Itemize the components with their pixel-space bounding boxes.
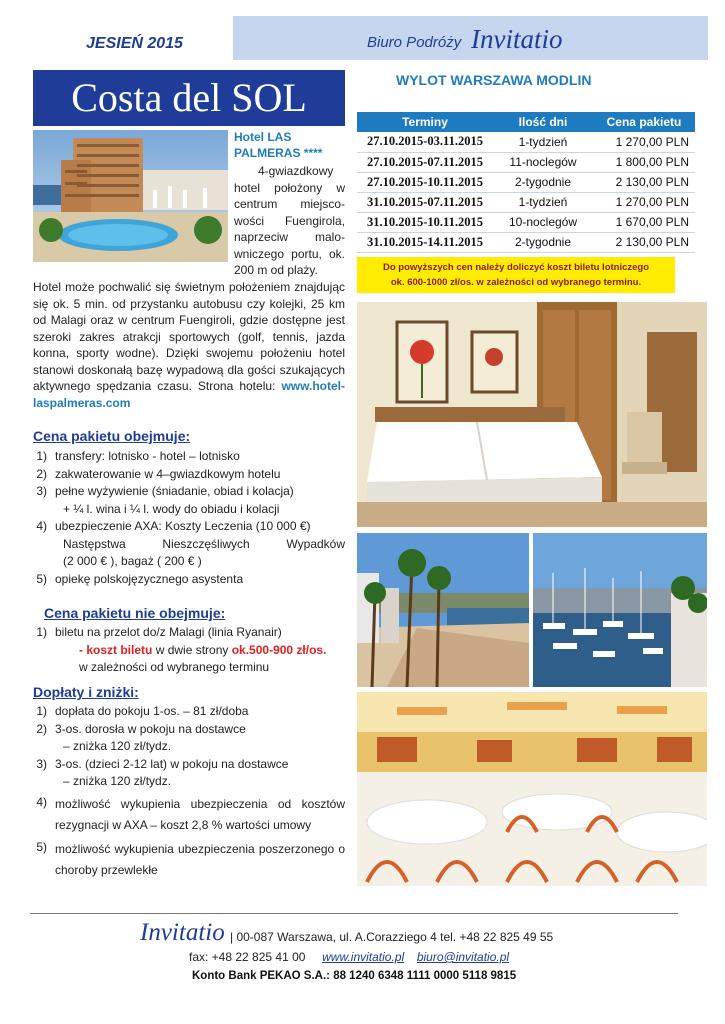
list-item: 3) 3-os. (dzieci 2-12 lat) w pokoju na dostawce [36, 756, 289, 771]
hotel-name-line1: Hotel LAS [234, 130, 292, 144]
footer-brand: Invitatio [140, 919, 225, 946]
column-header: Cena pakietu [593, 112, 695, 132]
notice-line1: Do powyższych cen należy doliczyć koszt biletu lotniczego [382, 262, 650, 273]
hotel-room-photo [357, 302, 707, 527]
list-item-sub: Następstwa Nieszczęśliwych Wypadków [63, 536, 345, 551]
column-header: Ilość dni [493, 112, 593, 132]
promenade-photo [357, 533, 529, 687]
footer-bank-account: Konto Bank PEKAO S.A.: 88 1240 6348 1111 0000 5118 9815 [192, 970, 517, 982]
brand-prefix: Biuro Podróży [367, 34, 462, 51]
list-item: 2) 3-os. dorosła w pokoju na dostawce [36, 721, 246, 736]
departure-heading: WYLOT WARSZAWA MODLIN [396, 72, 592, 88]
list-item-sub: w zależności od wybranego terminu [79, 660, 270, 674]
list-item-sub: – zniżka 120 zł/tydz. [63, 774, 172, 788]
hotel-website-link[interactable]: www.hotel-laspalmeras.com [33, 379, 345, 410]
footer-address: | 00-087 Warszawa, ul. A.Corazziego 4 tel. +48 22 825 49 55 [230, 930, 554, 944]
footer-web-link[interactable]: www.invitatio.pl [322, 950, 405, 964]
list-item-sub: – zniżka 120 zł/tydz. [63, 739, 172, 753]
extras-heading: Dopłaty i zniżki: [33, 684, 139, 700]
hotel-description-short: 4-gwiazdkowy hotel położony w centrum miejsco-wości Fuengirola, naprzeciw malo-wniczego portu, ok. 200 m od plaży. [234, 164, 345, 277]
table-row: 27.10.2015-07.11.2015 11-noclegów 1 800,00 PLN [357, 152, 695, 172]
footer-fax: fax: +48 22 825 41 00 [189, 950, 306, 964]
list-item: 1) dopłata do pokoju 1-os. – 81 zł/doba [36, 704, 249, 718]
table-row: 27.10.2015-10.11.2015 2-tygodnie 2 130,00 PLN [357, 172, 695, 192]
list-item: 1) transfery: lotnisko - hotel – lotnisko [36, 449, 240, 463]
page-title: Costa del SOL [71, 75, 307, 120]
list-item: 5) możliwość wykupienia ubezpieczenia poszerzonego o choroby przewlekłe [36, 839, 345, 877]
table-row: 31.10.2015-14.11.2015 2-tygodnie 2 130,00 PLN [357, 232, 695, 252]
list-item: 4) możliwość wykupienia ubezpieczenia od kosztów rezygnacji w AXA – koszt 2,8 % wartości umowy [36, 794, 345, 832]
table-header-row [357, 112, 695, 132]
list-item-sub: + ¼ l. wina i ¼ l. wody do obiadu i kolacji [63, 501, 280, 516]
table-row: 27.10.2015-03.11.2015 1-tydzień 1 270,00 PLN [357, 132, 695, 152]
table-row: 31.10.2015-07.11.2015 1-tydzień 1 270,00 PLN [357, 192, 695, 212]
brand-name: Invitatio [471, 24, 563, 54]
marina-photo [533, 533, 707, 687]
included-list [33, 448, 345, 588]
list-item: 3) pełne wyżywienie (śniadanie, obiad i kolacja) [36, 484, 294, 498]
hotel-exterior-photo [33, 130, 228, 262]
list-item-sub: (2 000 € ), bagaż ( 200 € ) [63, 554, 202, 568]
list-item: 4) ubezpieczenie AXA: Koszty Leczenia (10 000 €) [36, 519, 311, 533]
column-header: Terminy [357, 112, 493, 132]
table-row: 31.10.2015-10.11.2015 10-noclegów 1 670,00 PLN [357, 212, 695, 232]
restaurant-photo [357, 692, 707, 886]
hotel-description-long [33, 279, 345, 411]
hotel-name [234, 129, 344, 161]
departure-table [357, 112, 695, 253]
flight-cost-notice [357, 257, 675, 293]
list-item: 2) zakwaterowanie w 4–gwiazdkowym hotelu [36, 466, 281, 481]
extras-list [33, 703, 345, 881]
hotel-description-text: Hotel może pochwalić się świetnym położeniem znajdując się ok. 5 min. od przystanku autobusu czy kolejki, 25 km od Malagi oraz w centrum Fuengiroli, gdzie dostępne jest szeroki zakres atrakcji sportowych (golf, tennis, jazda konna, sporty wodne). Dzięki swojemu położeniu hotel stanowi doskonałą bazę wypadową dla gości szukających aktywnego spędzania czasu. Strona hotelu: [33, 280, 345, 393]
list-item: 5) opiekę polskojęzycznego asystenta [36, 571, 244, 586]
excluded-list [33, 624, 353, 677]
notice-line2: ok. 600-1000 zł/os. w zależności od wybranego terminu. [390, 277, 642, 288]
footer-contact [189, 950, 509, 964]
list-item: 1) biletu na przelot do/z Malagi (linia Ryanair) [36, 625, 282, 639]
hotel-name-line2: PALMERAS **** [234, 146, 323, 160]
excluded-heading: Cena pakietu nie obejmuje: [44, 605, 226, 621]
footer-divider [30, 913, 678, 914]
footer-email-link[interactable]: biuro@invitatio.pl [416, 950, 510, 964]
season-label: JESIEŃ 2015 [86, 35, 183, 52]
included-heading: Cena pakietu obejmuje: [33, 428, 191, 444]
list-item-sub: - koszt biletu w dwie strony ok.500-900 zł/os. [79, 642, 327, 657]
